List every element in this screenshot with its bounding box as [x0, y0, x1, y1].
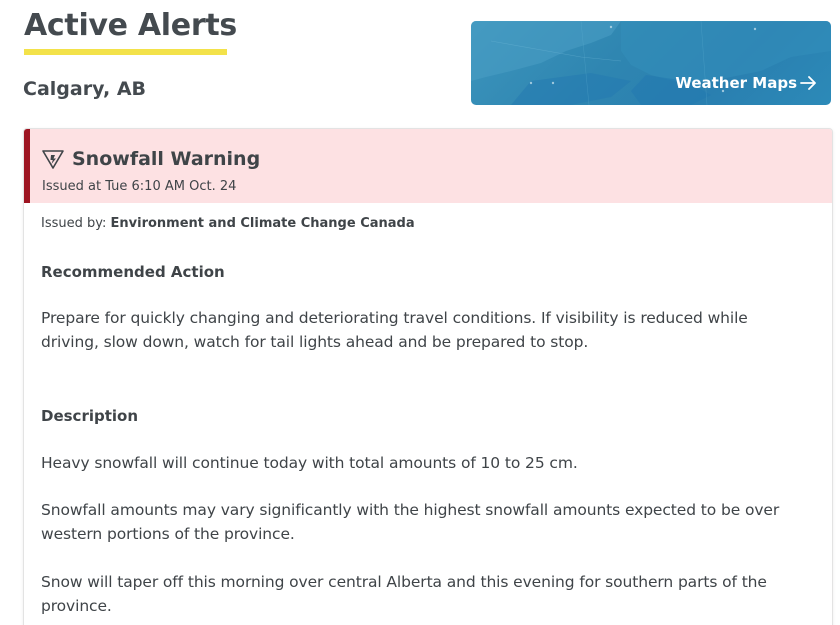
- issued-at: Issued at Tue 6:10 AM Oct. 24: [42, 179, 237, 194]
- issued-by: [41, 215, 415, 233]
- recommended-action-line-2: driving, slow down, watch for tail lights ahead and be prepared to stop.: [41, 333, 589, 351]
- issued-by-prefix: Issued by:: [41, 216, 111, 231]
- alert-title: Snowfall Warning: [72, 148, 261, 170]
- recommended-action-line-1: Prepare for quickly changing and deteriorating travel conditions. If visibility is reduced while: [41, 309, 748, 327]
- page-title: Active Alerts: [24, 8, 237, 43]
- title-underline: [24, 49, 227, 55]
- description-paragraph-1: Heavy snowfall will continue today with total amounts of 10 to 25 cm.: [41, 454, 578, 472]
- description-paragraph-3-line-1: Snow will taper off this morning over central Alberta and this evening for southern parts of the: [41, 573, 767, 591]
- alert-header: [24, 129, 832, 203]
- weather-maps-button[interactable]: [471, 21, 831, 105]
- location-label: Calgary, AB: [23, 78, 146, 100]
- warning-icon: [41, 148, 65, 170]
- description-paragraph-2-line-1: Snowfall amounts may vary significantly with the highest snowfall amounts expected to be over: [41, 501, 780, 519]
- description-heading: Description: [41, 407, 139, 425]
- recommended-action-heading: Recommended Action: [41, 263, 225, 281]
- description-paragraph-3-line-2: province.: [41, 597, 112, 615]
- alert-card: [23, 128, 833, 625]
- issuing-organization: Environment and Climate Change Canada: [110, 216, 415, 231]
- arrow-right-icon: [800, 76, 817, 90]
- weather-maps-label: Weather Maps: [675, 74, 797, 92]
- description-paragraph-2-line-2: western portions of the province.: [41, 525, 295, 543]
